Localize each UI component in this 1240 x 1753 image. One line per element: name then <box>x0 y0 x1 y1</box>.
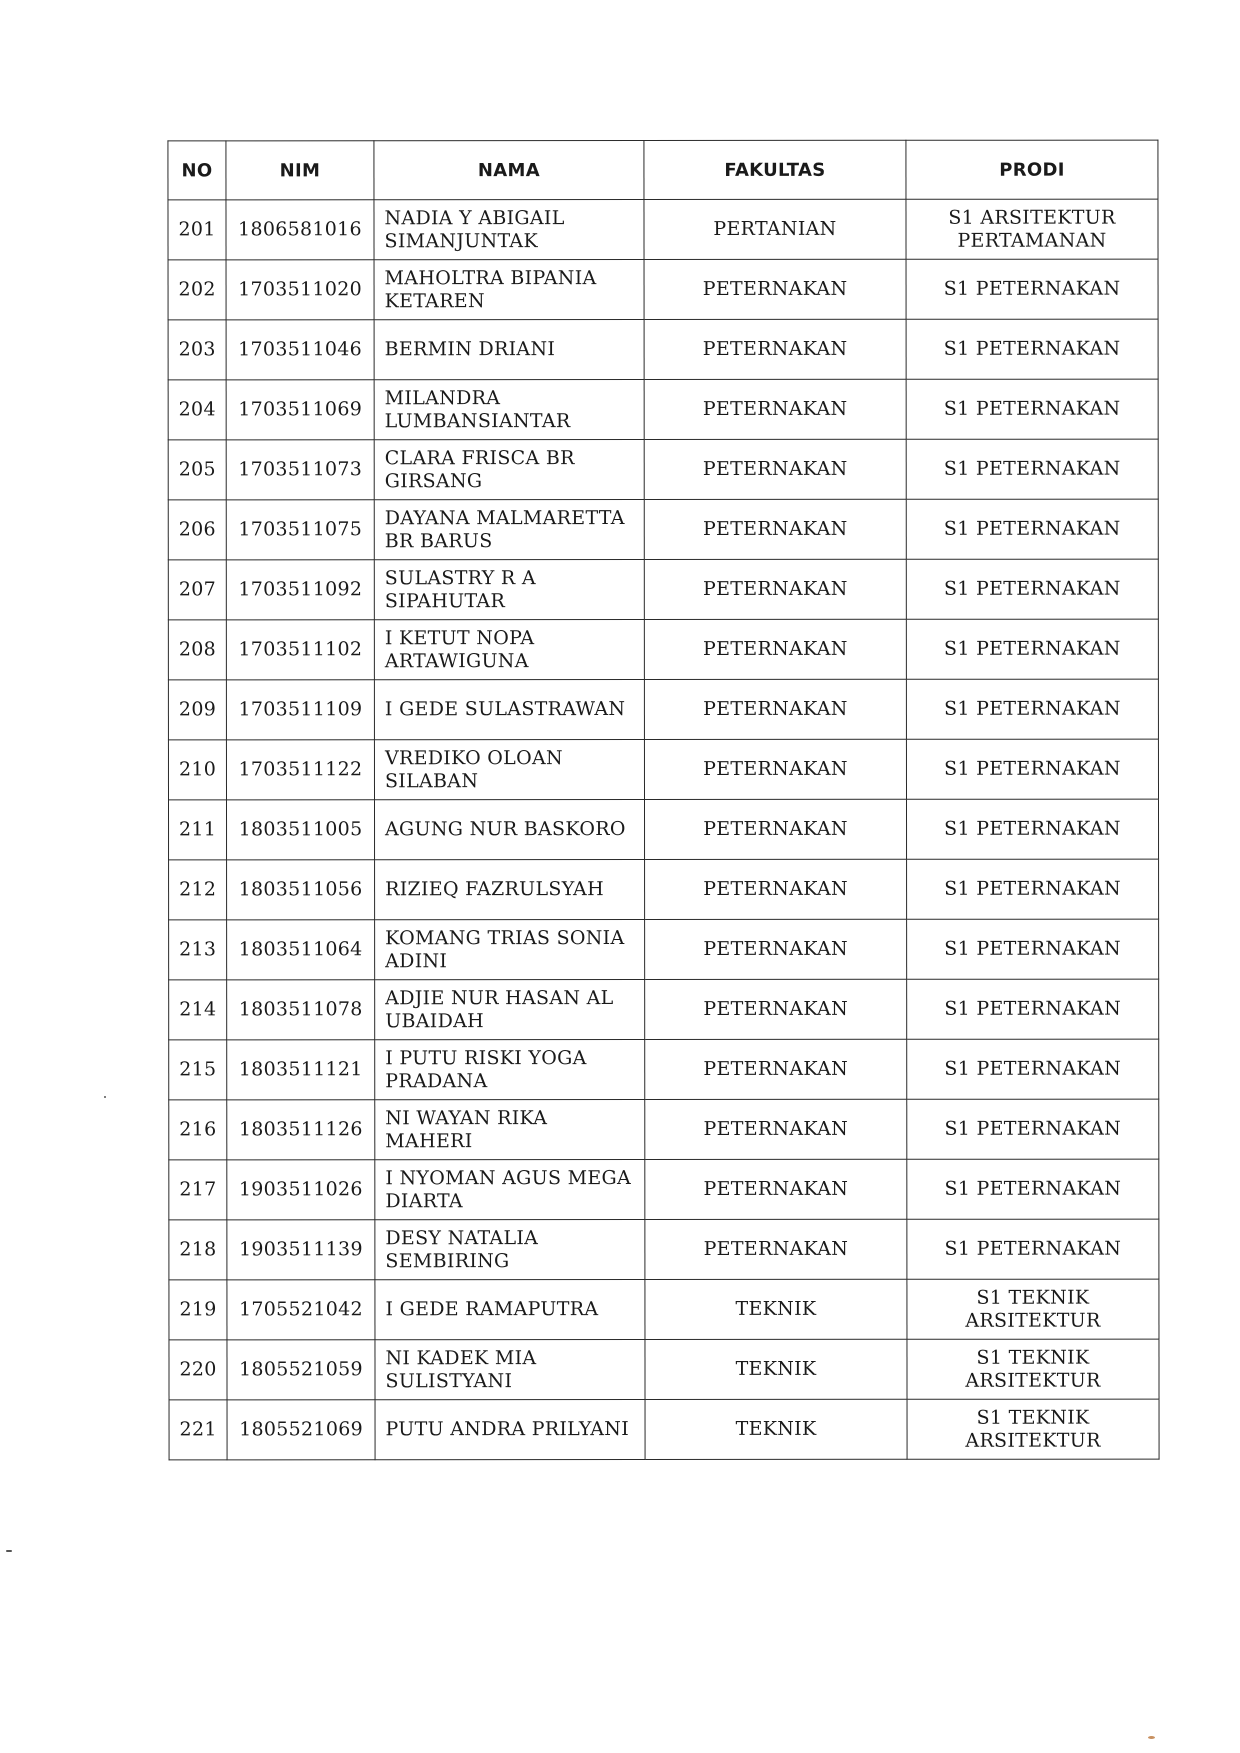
table-row <box>168 679 1158 740</box>
cell-nim: 1705521042 <box>227 1280 375 1340</box>
cell-nama: CLARA FRISCA BR GIRSANG <box>374 440 644 500</box>
cell-nama: I KETUT NOPA ARTAWIGUNA <box>374 620 644 680</box>
table-row <box>168 199 1158 260</box>
table-row <box>168 799 1158 860</box>
cell-no: 212 <box>169 860 227 920</box>
table-row <box>168 499 1158 560</box>
cell-prodi: S1 TEKNIK ARSITEKTUR <box>907 1279 1159 1339</box>
cell-nim: 1703511092 <box>226 560 374 620</box>
table-row <box>169 1339 1159 1400</box>
cell-nama: RIZIEQ FAZRULSYAH <box>375 860 645 920</box>
cell-fakultas: PETERNAKAN <box>644 379 906 439</box>
cell-prodi: S1 PETERNAKAN <box>906 739 1158 799</box>
cell-nama: AGUNG NUR BASKORO <box>374 800 644 860</box>
cell-nama: KOMANG TRIAS SONIA ADINI <box>375 920 645 980</box>
cell-fakultas: PETERNAKAN <box>645 1159 907 1219</box>
cell-no: 204 <box>168 380 226 440</box>
cell-nim: 1803511126 <box>227 1100 375 1160</box>
table-row <box>169 1159 1159 1220</box>
cell-prodi: S1 TEKNIK ARSITEKTUR <box>907 1399 1159 1459</box>
cell-nama: DESY NATALIA SEMBIRING <box>375 1220 645 1280</box>
table-row <box>169 1219 1159 1280</box>
cell-nim: 1803511056 <box>227 860 375 920</box>
table-row <box>168 439 1158 500</box>
cell-fakultas: PETERNAKAN <box>644 499 906 559</box>
table-row <box>169 1279 1159 1340</box>
cell-fakultas: PETERNAKAN <box>644 679 906 739</box>
cell-nama: MAHOLTRA BIPANIA KETAREN <box>374 260 644 320</box>
cell-prodi: S1 PETERNAKAN <box>907 1039 1159 1099</box>
cell-nama: SULASTRY R A SIPAHUTAR <box>374 560 644 620</box>
cell-nama: NADIA Y ABIGAIL SIMANJUNTAK <box>374 200 644 260</box>
cell-nama: DAYANA MALMARETTA BR BARUS <box>374 500 644 560</box>
table-header-row <box>168 140 1158 200</box>
cell-nim: 1703511073 <box>226 440 374 500</box>
cell-nim: 1903511139 <box>227 1220 375 1280</box>
cell-nama: ADJIE NUR HASAN AL UBAIDAH <box>375 980 645 1040</box>
header-fakultas: FAKULTAS <box>644 140 906 199</box>
cell-nim: 1803511078 <box>227 980 375 1040</box>
cell-prodi: S1 PETERNAKAN <box>906 319 1158 379</box>
cell-nim: 1803511064 <box>227 920 375 980</box>
cell-nim: 1903511026 <box>227 1160 375 1220</box>
table-row <box>169 1399 1159 1460</box>
cell-no: 205 <box>168 440 226 500</box>
header-nama: NAMA <box>374 141 644 200</box>
student-table <box>167 140 1159 1461</box>
cell-nama: NI KADEK MIA SULISTYANI <box>375 1340 645 1400</box>
table-row <box>168 259 1158 320</box>
header-prodi: PRODI <box>906 140 1158 199</box>
table-row <box>169 1099 1159 1160</box>
cell-prodi: S1 PETERNAKAN <box>907 1219 1159 1279</box>
cell-no: 214 <box>169 980 227 1040</box>
cell-fakultas: PETERNAKAN <box>645 1219 907 1279</box>
cell-prodi: S1 TEKNIK ARSITEKTUR <box>907 1339 1159 1399</box>
table-row <box>168 559 1158 620</box>
cell-prodi: S1 PETERNAKAN <box>906 619 1158 679</box>
scan-speck <box>6 1550 12 1552</box>
cell-no: 213 <box>169 920 227 980</box>
cell-prodi: S1 PETERNAKAN <box>906 499 1158 559</box>
cell-prodi: S1 PETERNAKAN <box>907 1159 1159 1219</box>
cell-fakultas: PETERNAKAN <box>644 259 906 319</box>
cell-fakultas: PETERNAKAN <box>644 559 906 619</box>
cell-nama: MILANDRA LUMBANSIANTAR <box>374 380 644 440</box>
cell-fakultas: TEKNIK <box>645 1279 907 1339</box>
table-row <box>168 739 1158 800</box>
cell-no: 216 <box>169 1100 227 1160</box>
cell-fakultas: PETERNAKAN <box>644 439 906 499</box>
cell-nama: NI WAYAN RIKA MAHERI <box>375 1100 645 1160</box>
cell-no: 217 <box>169 1160 227 1220</box>
cell-nama: I NYOMAN AGUS MEGA DIARTA <box>375 1160 645 1220</box>
cell-prodi: S1 PETERNAKAN <box>906 439 1158 499</box>
cell-no: 202 <box>168 260 226 320</box>
cell-nim: 1806581016 <box>226 200 374 260</box>
header-no: NO <box>168 141 226 200</box>
cell-nama: BERMIN DRIANI <box>374 320 644 380</box>
cell-prodi: S1 PETERNAKAN <box>906 799 1158 859</box>
cell-prodi: S1 PETERNAKAN <box>906 259 1158 319</box>
cell-prodi: S1 ARSITEKTUR PERTAMANAN <box>906 199 1158 259</box>
cell-fakultas: PERTANIAN <box>644 199 906 259</box>
cell-no: 218 <box>169 1220 227 1280</box>
table-row <box>169 859 1159 920</box>
cell-nim: 1703511109 <box>226 680 374 740</box>
cell-no: 203 <box>168 320 226 380</box>
cell-no: 215 <box>169 1040 227 1100</box>
cell-no: 206 <box>168 500 226 560</box>
cell-prodi: S1 PETERNAKAN <box>907 1099 1159 1159</box>
cell-no: 211 <box>168 800 226 860</box>
cell-fakultas: TEKNIK <box>645 1399 907 1459</box>
cell-no: 201 <box>168 200 226 260</box>
cell-no: 207 <box>168 560 226 620</box>
cell-no: 208 <box>168 620 226 680</box>
cell-prodi: S1 PETERNAKAN <box>907 919 1159 979</box>
cell-no: 209 <box>168 680 226 740</box>
cell-prodi: S1 PETERNAKAN <box>906 379 1158 439</box>
scan-speck <box>1148 1736 1155 1739</box>
cell-fakultas: PETERNAKAN <box>645 979 907 1039</box>
table-row <box>168 619 1158 680</box>
cell-no: 220 <box>169 1340 227 1400</box>
cell-fakultas: PETERNAKAN <box>644 799 906 859</box>
cell-prodi: S1 PETERNAKAN <box>906 679 1158 739</box>
table-row <box>169 979 1159 1040</box>
cell-fakultas: PETERNAKAN <box>645 1099 907 1159</box>
cell-fakultas: PETERNAKAN <box>644 619 906 679</box>
cell-nama: VREDIKO OLOAN SILABAN <box>374 740 644 800</box>
table-row <box>168 379 1158 440</box>
cell-fakultas: TEKNIK <box>645 1339 907 1399</box>
cell-nim: 1805521069 <box>227 1400 375 1460</box>
cell-nim: 1703511075 <box>226 500 374 560</box>
cell-nim: 1803511121 <box>227 1040 375 1100</box>
cell-no: 219 <box>169 1280 227 1340</box>
cell-nim: 1703511069 <box>226 380 374 440</box>
cell-nim: 1703511020 <box>226 260 374 320</box>
table-row <box>169 1039 1159 1100</box>
cell-nim: 1703511102 <box>226 620 374 680</box>
cell-fakultas: PETERNAKAN <box>645 859 907 919</box>
header-nim: NIM <box>226 141 374 200</box>
cell-nama: I GEDE SULASTRAWAN <box>374 680 644 740</box>
cell-nim: 1805521059 <box>227 1340 375 1400</box>
table-row <box>168 319 1158 380</box>
cell-no: 221 <box>169 1400 227 1460</box>
cell-prodi: S1 PETERNAKAN <box>907 979 1159 1039</box>
cell-nama: PUTU ANDRA PRILYANI <box>375 1400 645 1460</box>
cell-fakultas: PETERNAKAN <box>644 739 906 799</box>
cell-fakultas: PETERNAKAN <box>644 319 906 379</box>
cell-nim: 1703511046 <box>226 320 374 380</box>
cell-nim: 1703511122 <box>226 740 374 800</box>
cell-fakultas: PETERNAKAN <box>645 1039 907 1099</box>
scan-speck <box>104 1096 106 1098</box>
cell-prodi: S1 PETERNAKAN <box>907 859 1159 919</box>
cell-fakultas: PETERNAKAN <box>645 919 907 979</box>
cell-nama: I PUTU RISKI YOGA PRADANA <box>375 1040 645 1100</box>
table-row <box>169 919 1159 980</box>
cell-prodi: S1 PETERNAKAN <box>906 559 1158 619</box>
cell-nim: 1803511005 <box>226 800 374 860</box>
cell-nama: I GEDE RAMAPUTRA <box>375 1280 645 1340</box>
table-body <box>168 199 1159 1460</box>
cell-no: 210 <box>168 740 226 800</box>
